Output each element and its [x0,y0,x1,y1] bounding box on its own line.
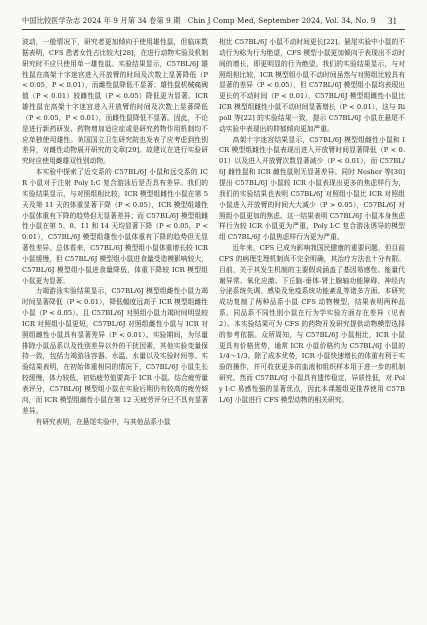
paragraph: 近年来，CFS 已成为影响我国民健康的重要问题，但目前 CFS 的病理生理机制尚不完全明确，其治疗方法也十分有限。目前，关于其发生机制的主要假说涵盖了基因易感性、能量代谢异常、氧化应激、下丘脑-垂体-肾上腺轴功能障碍、神经内分泌系统失调、感染及免疫系统功能紊乱等诸多方面。本研究成功复制了两种品系小鼠 CFS 动物模型，结果表明两种品系、同品系不同性别小鼠在行为学实验方面存在差异（见表 2）。本实验结果可为 CFS 的药物开发研究提供动物模型选择的参考依据。众所周知，与 C57BL/6J 小鼠相比，ICR 小鼠更具有价格优势，通常 ICR 小鼠价格约为 C57BL/6J 小鼠的 1/4～1/3。除了成本优势，ICR 小鼠快速增长的体重有利于实验的操作，并可收获更多的血液和组织样本用于进一步的机制研究。然而 C57BL/6J 小鼠具有遗传稳定，异质性低，对 Poly I:C 易感性强的显著优点，因此本课题组更推荐使用 C57BL/6J 小鼠进行 CFS 模型动物的相关研究。 [219,244,405,404]
paragraph: 相比 C57BL/6J 小鼠不动时间更长[22]。悬尾实验中小鼠的不动行为称为行为绝望，CFS 模型小鼠更加倾向于表现出不动时间的增长，即更明显的行为绝望。我们的实验结果显示，与对照组相比较，ICR 模型组小鼠不动时间虽然与对照组比较具有显著的差异（P < 0.05），但 C57BL/6J 模型组小鼠均表现出更长的不动时间（P < 0.01），C57BL/6J 模型组雌性小鼠比 ICR 模型组雌性小鼠不动时间显著增长（P < 0.01），这与 Ripoll 等[22] 的实验结果一致，提示 C57BL/6J 小鼠在悬尾不动实验中表现出的抑郁倾向更加严重。 [219,38,405,133]
paragraph: 波动，一般情况下，研究者更加倾向于使用雄性鼠，但临床数据表明，CFS 患者女性占比较大[28]，在进行动物实验及机制研究时不应只使用单一雄性鼠。实验结果显示，C57BL/6J 雄性鼠在高架十字迷宫进入开放臂的时间及次数上显著降低（P < 0.05，P < 0.01），而雌性鼠降低不显著；雄性鼠机械痛阈值（P < 0.01）较雌性鼠（P < 0.05）降低更为显著。ICR 雄性鼠在高架十字迷宫进入开放臂的时间及次数上显著降低（P < 0.05，P < 0.01），而雌性鼠降低不显著。因此，不论是进行新药研发、药物增加适应症或是研究药物作用机制均不应单独使用雄性。美国国立卫生研究院也发表了应考虑到性别差异，对雌性动物展开研究的文章[29]。故建议在进行实验研究时应使用雌雄双性别动物。 [22,38,208,166]
body-columns [22,37,405,427]
paragraph: 高架十字迷宫结果显示，C57BL/6J 模型组雌性小鼠和 ICR 模型组雌性小鼠表现出进入开放臂时间显著降低（P < 0.01）以及进入开放臂次数显著减少（P < 0.01），而 C57BL/6J 雌性鼠和 ICR 雌性鼠则无显著差异。同时 Nesher 等[30] 提出 C57BL/6J 小鼠较 ICR 小鼠表现出更多的焦虑样行为，我们的实验结果也表明 C57BL/6J 对照组小鼠比 ICR 对照组小鼠进入开放臂的时间大大减少（P > 0.05），C57BL/6J 对照组小鼠更加的焦虑。这一结果表明 C57BL/6J 小鼠本身焦虑样行为较 ICR 小鼠更为严重，Poly I:C 复合游泳诱导的模型组 C57BL/6J 小鼠焦虑样行为更为严重。 [219,135,405,242]
running-header [22,10,405,30]
paragraph: 有研究表明，在悬尾实验中，与其他品系小鼠 [35,417,171,426]
right-column [219,37,405,427]
paragraph: 力竭游泳实验结果显示，C57BL/6J 模型组雌性小鼠力竭时间显著降低（P < 0.01），降低幅度远高于 ICR 模型组雌性小鼠（P < 0.05）。且 C57BL/6J 对照组小鼠力竭时间明显较 ICR 对照组小鼠更短，C57BL/6J 对照组雌性小鼠与 ICR 对照组雌性小鼠具有显著差异（P < 0.01）。实验期间，为尽量排除小鼠品系以及性别差异以外的干扰因素，其他实验变量保持一致，包括力竭游泳容器、水温、水量以及实验时间等。实验结果表明，在初始体重相同的情况下，C57BL/6J 小鼠生长较缓慢，体力较低，初始疲劳值要高于 ICR 小鼠。结合疲劳量表评分，C57BL/6J 模型组小鼠在实验后期仍有较高的疲劳倾向，而 ICR 模型组雌性小鼠在第 12 天疲劳评分已不具有显著差异。 [22,287,208,415]
paragraph: 本实验中探索了近交系的 C57BL/6J 小鼠和远交系的 ICR 小鼠对于注射 Poly I:C 复合游泳后是否具有差异。我们的实验结果显示，与对照组相比较，ICR 模型组雌性小鼠在第 5 天及第 11 天的体重显著下降（P < 0.05），ICR 模型组雄性小鼠体重有下降的趋势但无显著差异；而 C57BL/6J 模型组雌性小鼠在第 5、8、11 和 14 天均显著下降（P < 0.05，P < 0.01），C57BL/6J 模型组雄性小鼠体重有下降的趋势但无显著性差异。总体看来，C57BL/6J 模型组小鼠体重增长较 ICR 小鼠缓慢，但 C57BL/6J 模型组小鼠进食量受造模影响较大，C57BL/6J 模型组小鼠进食量降低，体重下降较 ICR 模型组小鼠更为显著。 [22,168,208,285]
left-column [22,37,208,427]
journal-citation: 中国比较医学杂志 2024 年 9 月第 34 卷第 9 期 Chin J Comp Med, September 2024, Vol. 34, No. 9 [22,16,376,25]
page-number: 31 [388,16,397,26]
